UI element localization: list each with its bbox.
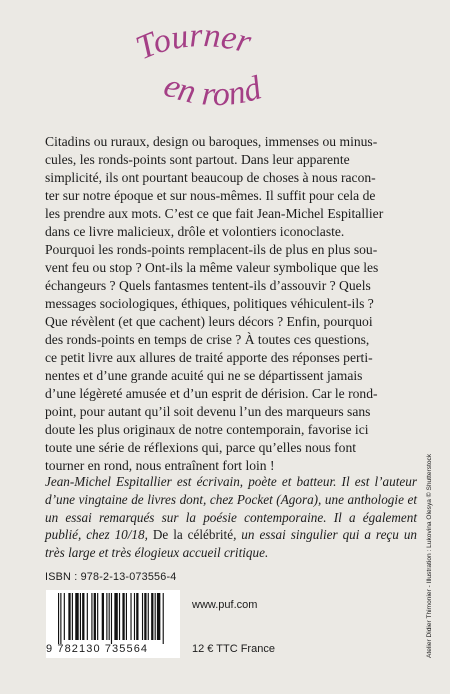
barcode-bars <box>46 590 180 646</box>
barcode <box>46 590 180 658</box>
blurb-line: nentes et d’une grande acuité qui ne se départissent jamais <box>45 368 363 383</box>
blurb-line: simplicité, ils ont pourtant beaucoup de choses à nous racon- <box>45 170 376 185</box>
blurb-line: ce petit livre aux allures de traité apporte des réponses perti- <box>45 350 373 365</box>
publisher-url: www.puf.com <box>192 599 258 611</box>
blurb-line: des ronds-points en temps de crise ? À toutes ces questions, <box>45 332 370 347</box>
book-title <box>130 20 320 120</box>
isbn: ISBN : 978-2-13-073556-4 <box>45 571 177 583</box>
bio-text-1: Jean-Michel Espitallier est écrivain, poète et batteur. Il est l’auteur d’une vingtaine de livres dont, chez Pocket (Agora), une anthologie et un essai remarqués sur la poésie contemporaine. Il a également publié, chez 10/18, <box>45 474 417 543</box>
blurb-line: Citadins ou ruraux, design ou baroques, immenses ou minus- <box>45 134 378 149</box>
blurb-line: toute une série de réflexions qui, parce qu’elles nous font <box>45 440 357 455</box>
blurb-line: Que révèlent (et que cachent) leurs décors ? Enfin, pourquoi <box>45 314 373 329</box>
blurb-line: d’une légèreté amusée et d’un esprit de dérision. Car le rond- <box>45 386 378 401</box>
blurb-line: les prendre aux mots. C’est ce que fait Jean-Michel Espitallier <box>45 206 384 221</box>
blurb-line: tourner en rond, nous entraînent fort loin ! <box>45 458 275 473</box>
blurb-text <box>45 133 415 475</box>
price: 12 € TTC France <box>192 643 275 655</box>
blurb-line: point, pour autant qu’il soit devenu l’un des marqueurs sans <box>45 404 371 419</box>
title-line-1: Tourner <box>130 20 255 68</box>
cover-credits: Atelier Didier Thimonier - Illustration : Lukovina Olesya © Shutterstock <box>426 453 433 658</box>
blurb-line: échangeurs ? Quels fantasmes tentent-ils d’assouvir ? Quels <box>45 278 371 293</box>
blurb-line: ter sur notre époque et sur nous-mêmes. Il suffit pour cela de <box>45 188 376 203</box>
blurb-line: messages sociologiques, éthiques, politiques véhiculent-ils ? <box>45 296 374 311</box>
bio-text-2: , un essai singulier qui a reçu un très large et très élogieux accueil critique. <box>45 527 418 561</box>
blurb-line: doute les plus originaux de notre contemporain, favorise ici <box>45 422 369 437</box>
blurb-line: Pourquoi les ronds-points remplacent-ils de plus en plus sou- <box>45 242 378 257</box>
blurb-line: vent feu ou stop ? Ont-ils la même valeur symbolique que les <box>45 260 379 275</box>
author-bio <box>45 473 417 562</box>
blurb-line: dans ce livre malicieux, drôle et volontiers iconoclaste. <box>45 224 345 239</box>
barcode-digits: 9 782130 735564 <box>46 643 149 655</box>
blurb-line: cules, les ronds-points sont partout. Dans leur apparente <box>45 152 350 167</box>
bio-book-title: De la célébrité <box>152 527 234 543</box>
title-line-2: en rond <box>159 66 266 114</box>
